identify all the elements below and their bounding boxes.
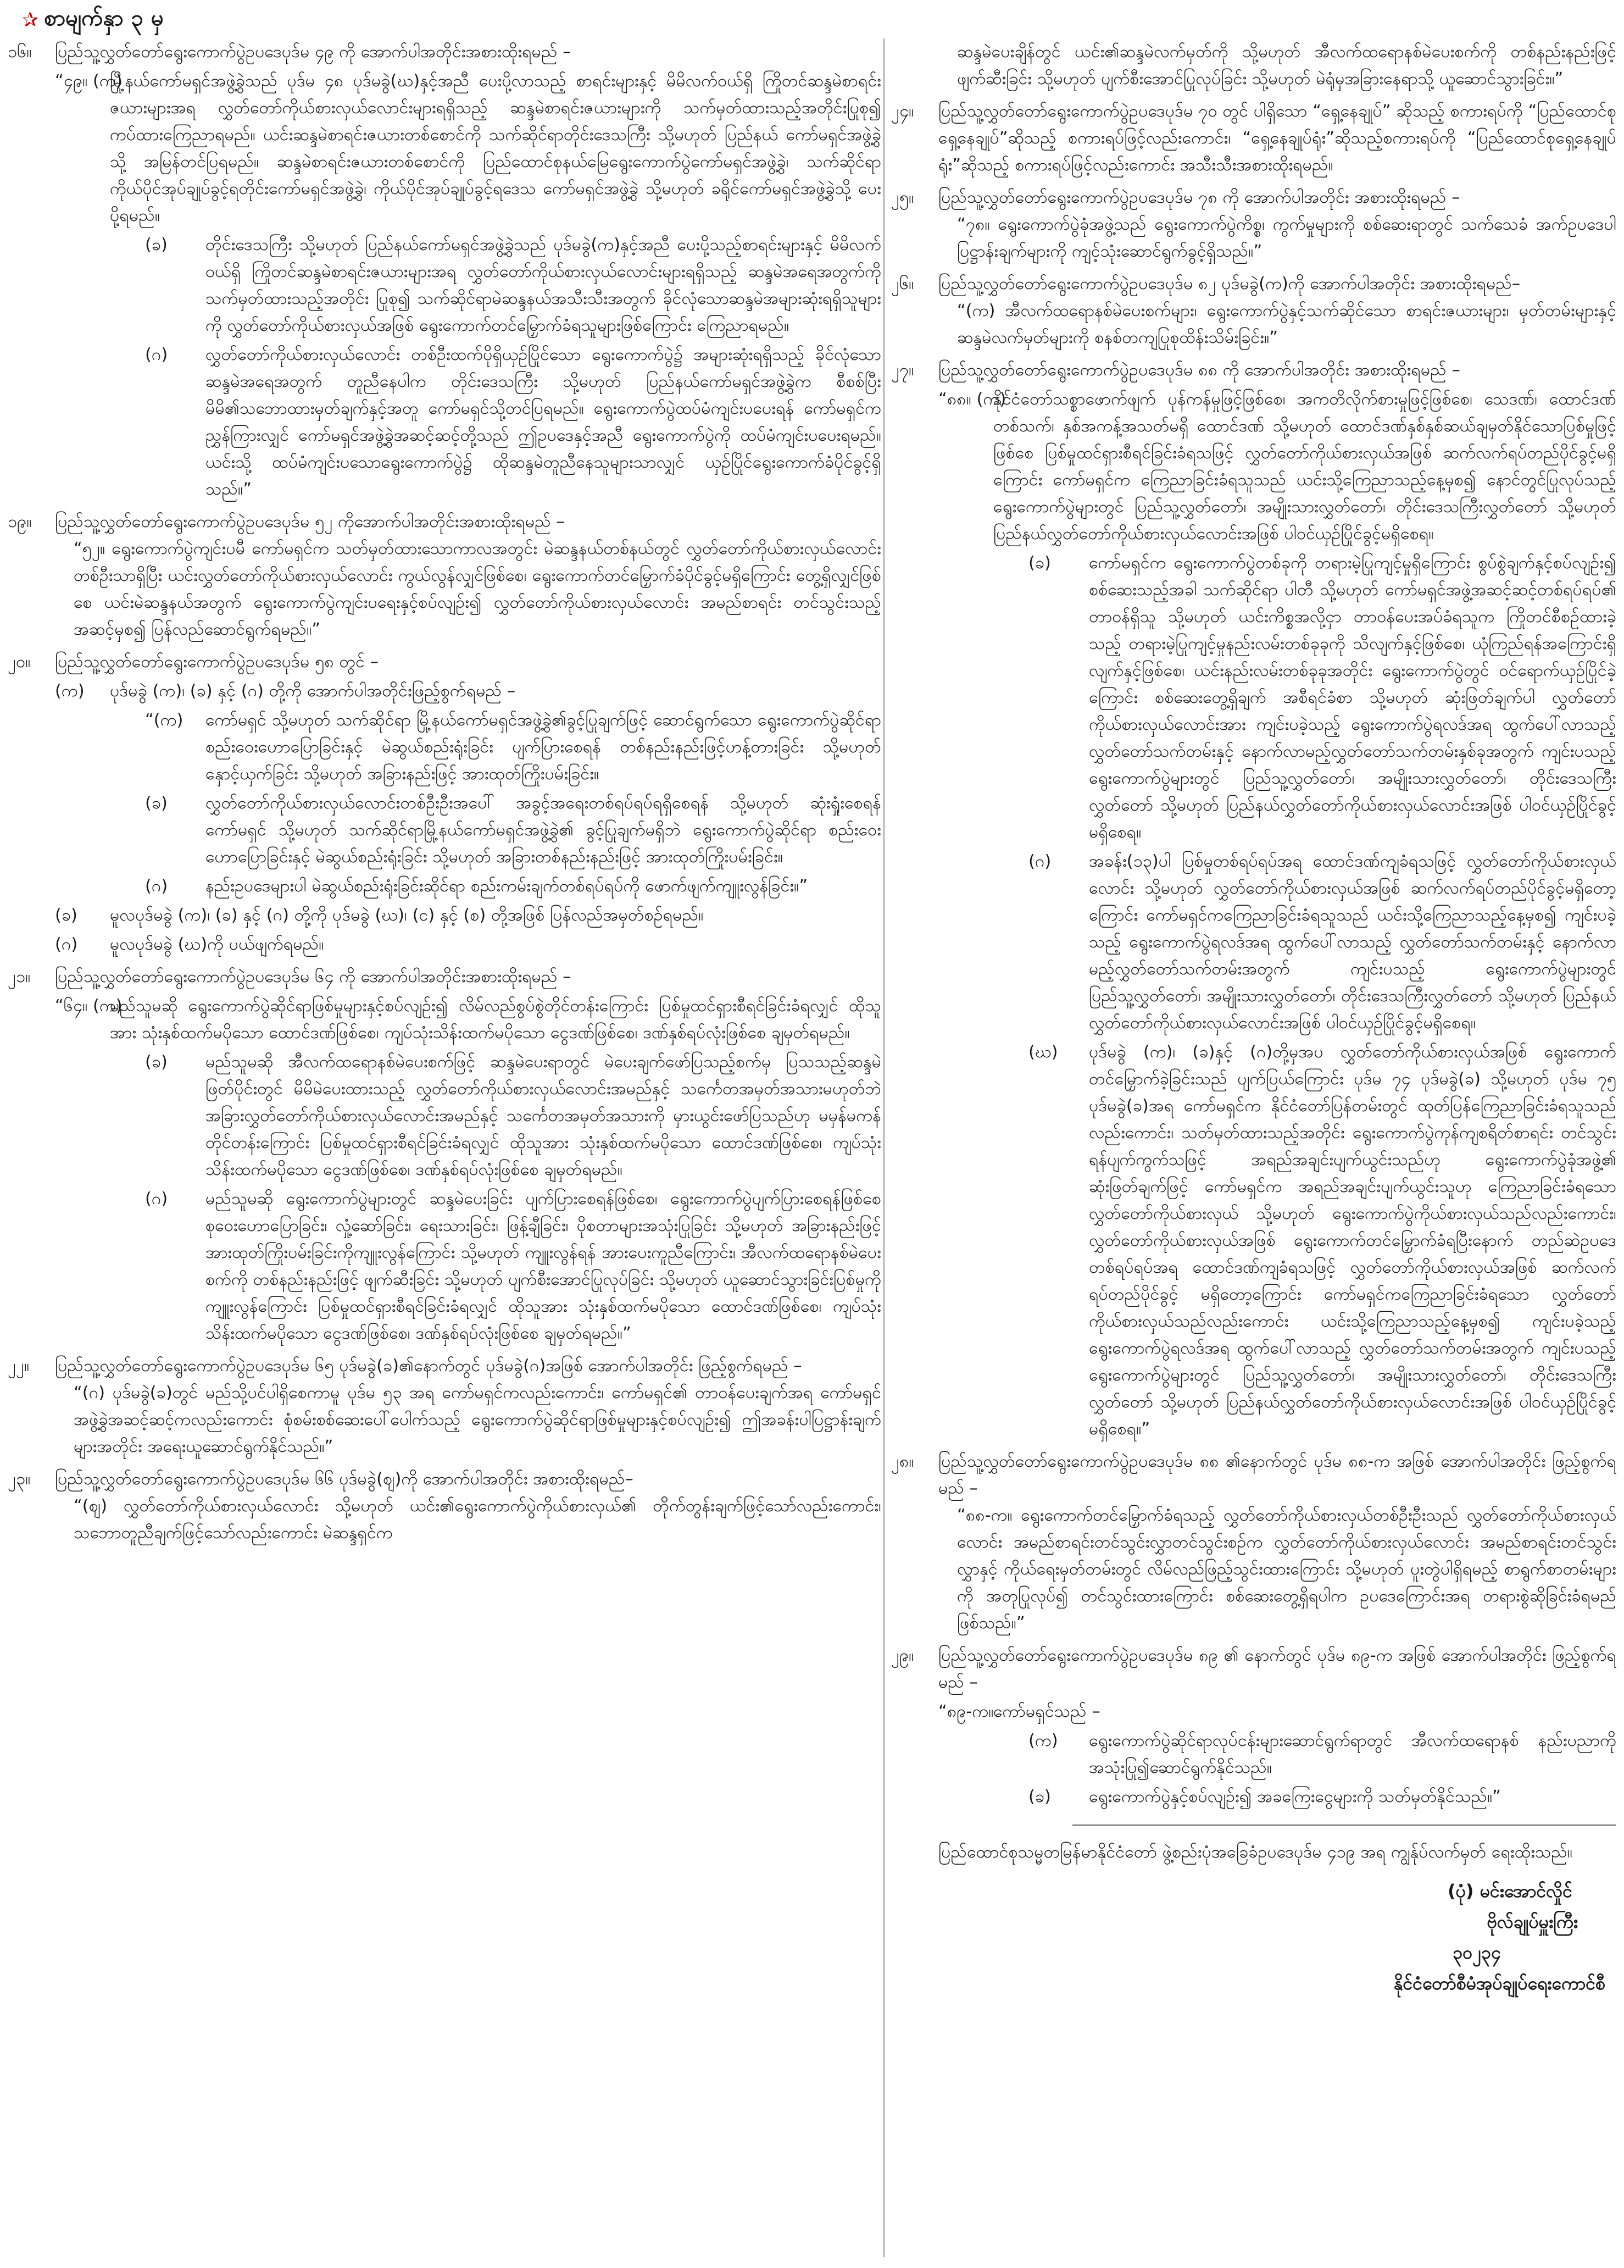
clause <box>1028 1039 1616 1443</box>
clause-text: ကော်မရှင်သည် – <box>993 1702 1100 1721</box>
clause-text: မည်သူမဆို ရွေးကောက်ပွဲများတွင် ဆန္ဒမဲပေးခြင်း ပျက်ပြားစေရန်ဖြစ်စေ၊ ရွေးကောက်ပွဲပျက်ပြားစေရန်ဖြစ်စေ စုဝေးဟောပြောခြင်း၊ လှုံ့ဆော်ခြင်း၊ ရေးသားခြင်း၊ ဖြန့်ချီခြင်း၊ ပိုစတာများအသုံးပြုခြင်း သို့မဟုတ် အခြားနည်းဖြင့် အားထုတ်ကြိုးပမ်းခြင်းကိုကျူးလွန်ကြောင်း သို့မဟုတ် ကျူးလွန်ရန် အားပေးကူညီကြောင်း၊ အီလက်ထရောနစ်မဲပေးစက်ကို တစ်နည်းနည်းဖြင့် ဖျက်ဆီးခြင်း သို့မဟုတ် ပျက်စီးအောင်ပြုလုပ်ခြင်း သို့မဟုတ် ယူဆောင်သွားခြင်းပြစ်မှုကို ကျူးလွန်ကြောင်း ပြစ်မှုထင်ရှားစီရင်ခြင်းခံရလျှင် ထိုသူအား သုံးနှစ်ထက်မပိုသော ထောင်ဒဏ်ဖြစ်စေ၊ ကျပ်သုံးသိန်းထက်မပိုသော ငွေဒဏ်ဖြစ်စေ၊ ဒဏ်နှစ်ရပ်လုံးဖြစ်စေ ချမှတ်ရမည်။” <box>205 1189 881 1343</box>
section-number: ၂၂။ <box>8 1356 30 1376</box>
section-24 <box>891 98 1616 179</box>
clause-text: တိုင်းဒေသကြီး သို့မဟုတ် ပြည်နယ်ကော်မရှင်အဖွဲ့ခွဲသည် ပုဒ်မခွဲ(က)နှင့်အညီ ပေးပို့သည့်စာရင်းများနှင့် မိမိလက်ဝယ်ရှိ ကြိုတင်ဆန္ဒမဲစာရင်းဇယားများအရ လွှတ်တော်ကိုယ်စားလှယ်လောင်းများရရှိသည့် ဆန္ဒမဲအရေအတွက်ကို သက်မှတ်ထားသည့်အတိုင်း ပြုစု၍ သက်ဆိုင်ရာမဲဆန္ဒနယ်အသီးသီးအတွက် ခိုင်လုံသောဆန္ဒမဲအများဆုံးရရှိသူများကို လွှတ်တော်ကိုယ်စားလှယ်အဖြစ် ရွေးကောက်တင်မြှောက်ခံရသူများဖြစ်ကြောင်း ကြေညာရမည်။ <box>205 235 881 335</box>
section-25 <box>891 184 1616 265</box>
section-22 <box>8 1352 881 1460</box>
clause-text: လွှတ်တော်ကိုယ်စားလှယ်လောင်းတစ်ဦးဦးအပေါ် အခွင့်အရေးတစ်ရပ်ရပ်ရရှိစေရန် သို့မဟုတ် ဆုံးရှုံးစေရန် ကော်မရှင် သို့မဟုတ် သက်ဆိုင်ရာမြို့နယ်ကော်မရှင်အဖွဲ့ခွဲ၏ ခွင့်ပြုချက်မရှိဘဲ ရွေးကောက်ပွဲဆိုင်ရာ စည်းဝေးဟောပြောခြင်းနှင့် မဲဆွယ်စည်းရုံးခြင်း သို့မဟုတ် အခြားတစ်နည်းနည်းဖြင့် အားထုတ်ကြိုးပမ်းခြင်း။ <box>205 794 881 867</box>
clause <box>145 231 881 339</box>
clause <box>145 1185 881 1347</box>
section-23 <box>8 1466 881 1546</box>
signer-office: နိုင်ငံတော်စီမံအုပ်ချုပ်ရေးကောင်စီ <box>1394 1973 1605 1994</box>
quoted-text: “၅၂။ ရွေးကောက်ပွဲကျင်းပမီ ကော်မရှင်က သတ်မှတ်ထားသောကာလအတွင်း မဲဆန္ဒနယ်တစ်နယ်တွင် လွှတ်တော်ကိုယ်စားလှယ်လောင်းတစ်ဦးသာရှိပြီး ယင်းလွှတ်တော်ကိုယ်စားလှယ်လောင်း ကွယ်လွန်လျှင်ဖြစ်စေ၊ ရွေးကောက်တင်မြှောက်ခံပိုင်ခွင့်မရှိကြောင်း တွေ့ရှိလျှင်ဖြစ်စေ ယင်းမဲဆန္ဒနယ်အတွက် ရွေးကောက်ပွဲကျင်းပရေးနှင့်စပ်လျဉ်း၍ လွှတ်တော်ကိုယ်စားလှယ်လောင်း အမည်စာရင်း တင်သွင်းသည့်အဆင့်မှစ၍ ပြန်လည်ဆောင်ရွက်ရမည်။” <box>74 539 881 639</box>
section-21 <box>8 963 881 1347</box>
star-icon: ✰ <box>22 8 39 31</box>
clause <box>1028 848 1616 1036</box>
clause-text: နိုင်ငံတော်သစ္စာဖောက်ဖျက် ပုန်ကန်မှုဖြင့်ဖြစ်စေ၊ အကတိလိုက်စားမှုဖြင့်ဖြစ်စေ၊ သေဒဏ်၊ ထောင်ဒဏ်တစ်သက်၊ နှစ်အကန့်အသတ်မရှိ ထောင်ဒဏ် သို့မဟုတ် ထောင်ဒဏ်နှစ်နှစ်ဆယ်ချမှတ်နိုင်သောပြစ်မှုဖြင့်ဖြစ်စေ ပြစ်မှုထင်ရှားစီရင်ခြင်းခံရသဖြင့် လွှတ်တော်ကိုယ်စားလှယ်အဖြစ် ဆက်လက်ရပ်တည်ပိုင်ခွင့်မရှိကြောင်း ကော်မရှင်က ကြေညာခြင်းခံရသူသည် ယင်းသို့ကြေညာသည့်နေ့မှစ၍ နောင်တွင်ပြုလုပ်သည့်ရွေးကောက်ပွဲများတွင် ပြည်သူ့လွှတ်တော်၊ အမျိုးသားလွှတ်တော်၊ တိုင်းဒေသကြီးလွှတ်တော် သို့မဟုတ် ပြည်နယ်လွှတ်တော်ကိုယ်စားလှယ်လောင်းအဖြစ် ပါဝင်ယှဉ်ပြိုင်ခွင့်မရှိစေရ။ <box>993 390 1616 544</box>
clause <box>55 678 881 705</box>
section-26 <box>891 270 1616 351</box>
clause-label: (က) <box>1028 1731 1058 1750</box>
section-23-continued <box>891 38 1616 92</box>
clause-text: မည်သူမဆို အီလက်ထရောနစ်မဲပေးစက်ဖြင့် ဆန္ဒမဲပေးရာတွင် မဲပေးချက်ဖော်ပြသည့်စက်မှ ပြသသည့်ဆန္ဒမဲဖြတ်ပိုင်းတွင် မိမိမဲပေးထားသည့် လွှတ်တော်ကိုယ်စားလှယ်လောင်းအမည်နှင့် သင်္ကေတအမှတ်အသားမဟုတ်ဘဲ အခြားလွှတ်တော်ကိုယ်စားလှယ်လောင်းအမည်နှင့် သင်္ကေတအမှတ်အသားကို မှားယွင်းဖော်ပြသည်ဟု မမှန်မကန်တိုင်တန်းကြောင်း ပြစ်မှုထင်ရှားစီရင်ခြင်းခံရလျှင် ထိုသူအား သုံးနှစ်ထက်မပိုသော ထောင်ဒဏ်ဖြစ်စေ၊ ကျပ်သုံးသိန်းထက်မပိုသော ငွေဒဏ်ဖြစ်စေ၊ ဒဏ်နှစ်ရပ်လုံးဖြစ်စေ ချမှတ်ရမည်။ <box>205 1052 881 1179</box>
clause-text: ကော်မရှင် သို့မဟုတ် သက်ဆိုင်ရာ မြို့နယ်ကော်မရှင်အဖွဲ့ခွဲ၏ခွင့်ပြုချက်ဖြင့် ဆောင်ရွက်သော ရွေးကောက်ပွဲဆိုင်ရာစည်းဝေးဟောပြောခြင်းနှင့် မဲဆွယ်စည်းရုံးခြင်း ပျက်ပြားစေရန် တစ်နည်းနည်းဖြင့်ဟန့်တားခြင်း သို့မဟုတ် နှောင့်ယှက်ခြင်း သို့မဟုတ် အခြားနည်းဖြင့် အားထုတ်ကြိုးပမ်းခြင်း။ <box>205 711 881 784</box>
clause-text: ပုဒ်မခွဲ (က)၊ (ခ) နှင့် (ဂ) တို့ကို အောက်ပါအတိုင်းဖြည့်စွက်ရမည် – <box>110 681 516 701</box>
section-number: ၁၆။ <box>8 42 32 62</box>
clause-text: မည်သူမဆို ရွေးကောက်ပွဲဆိုင်ရာဖြစ်မှုများနှင့်စပ်လျဉ်း၍ လိမ်လည်စွပ်စွဲတိုင်တန်းကြောင်း ပြစ်မှုထင်ရှားစီရင်ခြင်းခံရလျှင် ထိုသူအား သုံးနှစ်ထက်မပိုသော ထောင်ဒဏ်ဖြစ်စေ၊ ကျပ်သုံးသိန်းထက်မပိုသော ငွေဒဏ်ဖြစ်စေ၊ ဒဏ်နှစ်ရပ်လုံးဖြစ်စေ ချမှတ်ရမည်။ <box>110 996 881 1042</box>
clause <box>55 992 881 1046</box>
section-27 <box>891 357 1616 1443</box>
clause-label: “၄၉။ (က) <box>55 71 123 91</box>
quoted-text: “၇၈။ ရွေးကောက်ပွဲခုံအဖွဲ့သည် ရွေးကောက်ပွဲကိစ္စ၊ ကွက်မှုများကို စစ်ဆေးရာတွင် သက်သေခံ အက်ဥပဒေပါပြဋ္ဌာန်းချက်များကို ကျင့်သုံးဆောင်ရွက်ခွင့်ရှိသည်။” <box>957 215 1616 261</box>
clause <box>1028 1727 1616 1781</box>
quoted-text: “၈၈-က။ ရွေးကောက်တင်မြှောက်ခံရသည့် လွှတ်တော်ကိုယ်စားလှယ်တစ်ဦးဦးသည် လွှတ်တော်ကိုယ်စားလှယ်လောင်း အမည်စာရင်းတင်သွင်းလွှာတင်သွင်းစဉ်က လွှတ်တော်ကိုယ်စားလှယ်လောင်း အမည်စာရင်းတင်သွင်းလွှာနှင့် ကိုယ်ရေးမှတ်တမ်းတွင် လိမ်လည်ဖြည့်သွင်းထားကြောင်း သို့မဟုတ် ပူးတွဲပါရှိရမည့် စာရွက်စာတမ်းများကို အတုပြုလုပ်၍ တင်သွင်းထားကြောင်း စစ်ဆေးတွေ့ရှိရပါက ဥပဒေကြောင်းအရ တရားစွဲဆိုခြင်းခံရမည်ဖြစ်သည်။” <box>957 1506 1616 1633</box>
section-16 <box>8 38 881 503</box>
clause <box>145 341 881 503</box>
section-28 <box>891 1448 1616 1637</box>
clause-label: “၆၄။ (က) <box>55 996 123 1016</box>
section-number: ၂၃။ <box>8 1470 31 1489</box>
section-number: ၂၉။ <box>891 1646 914 1665</box>
section-lead: ပြည်သူ့လွှတ်တော်ရွေးကောက်ပွဲဥပဒေပုဒ်မ ၇၈ ကို အောက်ပါအတိုင်း အစားထိုးရမည် – <box>938 188 1460 207</box>
clause-text: မြို့နယ်ကော်မရှင်အဖွဲ့ခွဲသည် ပုဒ်မ ၄၈ ပုဒ်မခွဲ(ဃ)နှင့်အညီ ပေးပို့လာသည့် စာရင်းများနှင့် မိမိလက်ဝယ်ရှိ ကြိုတင်ဆန္ဒမဲစာရင်းဇယားများအရ လွှတ်တော်ကိုယ်စားလှယ်လောင်းများရရှိသည့် ဆန္ဒမဲစာရင်းဇယားများကို သက်မှတ်ထားသည့်အတိုင်းပြုစု၍ ကပ်ထားကြေညာရမည်။ ယင်းဆန္ဒမဲစာရင်းဇယားတစ်စောင်ကို သက်ဆိုင်ရာတိုင်းဒေသကြီး သို့မဟုတ် ပြည်နယ် ကော်မရှင်အဖွဲ့ခွဲသို့ အမြန်တင်ပြရမည်။ ဆန္ဒမဲစာရင်းဇယားတစ်စောင်ကို ပြည်ထောင်စုနယ်မြေရွေးကောက်ပွဲကော်မရှင်အဖွဲ့ခွဲ၊ သက်ဆိုင်ရာ ကိုယ်ပိုင်အုပ်ချုပ်ခွင့်ရတိုင်းကော်မရှင်အဖွဲ့ခွဲ၊ ကိုယ်ပိုင်အုပ်ချုပ်ခွင့်ရဒေသ ကော်မရှင်အဖွဲ့ခွဲ သို့မဟုတ် ခရိုင်ကော်မရှင်အဖွဲ့ခွဲသို့ ပေးပို့ရမည်။ <box>110 71 881 225</box>
clause-label: “၈၈။ (က) <box>938 390 1006 409</box>
section-lead: ပြည်သူ့လွှတ်တော်ရွေးကောက်ပွဲဥပဒေပုဒ်မ ၈၈ ကို အောက်ပါအတိုင်း အစားထိုးရမည် – <box>938 361 1460 380</box>
clause <box>55 68 881 229</box>
clause-text: အခန်း(၁၃)ပါ ပြစ်မှုတစ်ရပ်ရပ်အရ ထောင်ဒဏ်ကျခံရသဖြင့် လွှတ်တော်ကိုယ်စားလှယ်လောင်း သို့မဟုတ် လွှတ်တော်ကိုယ်စားလှယ်အဖြစ် ဆက်လက်ရပ်တည်ပိုင်ခွင့်မရှိတော့ကြောင်း ကော်မရှင်ကကြေညာခြင်းခံရသူသည် ယင်းသို့ကြေညာသည့်နေ့မှစ၍ ကျင်းပခဲ့သည့် ရွေးကောက်ပွဲရလဒ်အရ ထွက်ပေါ်လာသည့် လွှတ်တော်သက်တမ်းနှင့် နောက်လာမည့်လွှတ်တော်သက်တမ်းအတွက် ကျင်းပသည့် ရွေးကောက်ပွဲများတွင် ပြည်သူ့လွှတ်တော်၊ အမျိုးသားလွှတ်တော်၊ တိုင်းဒေသကြီးလွှတ်တော် သို့မဟုတ် ပြည်နယ်လွှတ်တော်ကိုယ်စားလှယ်လောင်းအဖြစ် ပါဝင်ယှဉ်ပြိုင်ခွင့်မရှိစေရ။ <box>1089 852 1616 1033</box>
clause-label: (ဂ) <box>145 1189 168 1208</box>
section-number: ၂၅။ <box>891 188 914 207</box>
clause-label: (ဂ) <box>1028 852 1052 871</box>
clause-label: (ဂ) <box>145 877 168 896</box>
quoted-text: ဆန္ဒမဲပေးချိန်တွင် ယင်း၏ဆန္ဒမဲလက်မှတ်ကို သို့မဟုတ် အီလက်ထရောနစ်မဲပေးစက်ကို တစ်နည်းနည်းဖြင့်ဖျက်ဆီးခြင်း သို့မဟုတ် ပျက်စီးအောင်ပြုလုပ်ခြင်း သို့မဟုတ် မဲရုံမှအခြားနေရာသို့ ယူဆောင်သွားခြင်း။” <box>957 42 1616 88</box>
clause <box>145 707 881 788</box>
page-header <box>22 3 164 36</box>
clause <box>938 386 1616 547</box>
signer-title: ဗိုလ်ချုပ်မှူးကြီး <box>1487 1911 1578 1932</box>
clause <box>145 873 881 900</box>
continued-label: စာမျက်နှာ ၃ မှ <box>44 5 164 31</box>
clause <box>1028 550 1616 846</box>
section-text: ပြည်သူ့လွှတ်တော်ရွေးကောက်ပွဲဥပဒေပုဒ်မ ၇၀ တွင် ပါရှိသော “ရှေ့နေချုပ်” ဆိုသည့် စကားရပ်ကို “ပြည်ထောင်စုရှေ့နေချုပ်”ဆိုသည့် စကားရပ်ဖြင့်လည်းကောင်း၊ “ရှေ့နေချုပ်ရုံး”ဆိုသည့်စကားရပ်ကို “ပြည်ထောင်စုရှေ့နေချုပ်ရုံး”ဆိုသည့် စကားရပ်ဖြင့်လည်းကောင်း အသီးသီးအစားထိုးရမည်။ <box>938 102 1616 175</box>
clause-label: (ဂ) <box>145 345 168 364</box>
quoted-text: “(ဂ) ပုဒ်မခွဲ(ခ)တွင် မည်သို့ပင်ပါရှိစေကာမူ ပုဒ်မ ၅၃ အရ ကော်မရှင်ကလည်းကောင်း၊ ကော်မရှင်၏ တာဝန်ပေးချက်အရ ကော်မရှင်အဖွဲ့ခွဲအဆင့်ဆင့်ကလည်းကောင်း စုံစမ်းစစ်ဆေးပေါ်ပေါက်သည့် ရွေးကောက်ပွဲဆိုင်ရာဖြစ်မှုများနှင့်စပ်လျဉ်း၍ ဤအခန်းပါပြဋ္ဌာန်းချက်များအတိုင်း အရေးယူဆောင်ရွက်နိုင်သည်။” <box>74 1383 881 1456</box>
clause <box>1028 1783 1616 1810</box>
section-number: ၂၁။ <box>8 967 31 986</box>
signature-date: ၃၀၂၃၄ <box>1453 1942 1501 1963</box>
clause-label: (က) <box>55 681 85 701</box>
signer-name: (ပုံ) မင်းအောင်လှိုင် <box>1448 1881 1572 1901</box>
section-lead: ပြည်သူ့လွှတ်တော်ရွေးကောက်ပွဲဥပဒေပုဒ်မ ၆၅ ပုဒ်မခွဲ(ခ)၏နောက်တွင် ပုဒ်မခွဲ(ဂ)အဖြစ် အောက်ပါအတိုင်း ဖြည့်စွက်ရမည် – <box>55 1356 802 1376</box>
right-column <box>891 38 1616 2257</box>
clause-text: ပုဒ်မခွဲ (က)၊ (ခ)နှင့် (ဂ)တို့မှအပ လွှတ်တော်ကိုယ်စားလှယ်အဖြစ် ရွေးကောက်တင်မြှောက်ခဲ့ခြင်းသည် ပျက်ပြယ်ကြောင်း ပုဒ်မ ၇၄ ပုဒ်မခွဲ(ခ) သို့မဟုတ် ပုဒ်မ ၇၅ ပုဒ်မခွဲ(ခ)အရ ကော်မရှင်က နိုင်ငံတော်ပြန်တမ်းတွင် ထုတ်ပြန်ကြေညာခြင်းခံရသူသည်လည်းကောင်း၊ သတ်မှတ်ထားသည့်အတိုင်း ရွေးကောက်ပွဲကုန်ကျစရိတ်စာရင်း တင်သွင်းရန်ပျက်ကွက်သဖြင့် အရည်အချင်းပျက်ယွင်းသည်ဟု ရွေးကောက်ပွဲခုံအဖွဲ့၏ ဆုံးဖြတ်ချက်ဖြင့် ကော်မရှင်က အရည်အချင်းပျက်ယွင်းသူဟု ကြေညာခြင်းခံရသော လွှတ်တော်ကိုယ်စားလှယ် သို့မဟုတ် ရွေးကောက်ပွဲကိုယ်စားလှယ်သည်လည်းကောင်း၊ လွှတ်တော်ကိုယ်စားလှယ်အဖြစ် ရွေးကောက်တင်မြှောက်ခံရပြီးနောက် တည်ဆဲဥပဒေတစ်ရပ်ရပ်အရ ထောင်ဒဏ်ကျခံရသဖြင့် လွှတ်တော်ကိုယ်စားလှယ်အဖြစ် ဆက်လက်ရပ်တည်ပိုင်ခွင့် မရှိတော့ကြောင်း ကော်မရှင်ကကြေညာခြင်းခံရသော လွှတ်တော်ကိုယ်စားလှယ်သည်လည်းကောင်း ယင်းသို့ကြေညာသည့်နေ့မှစ၍ ကျင်းပခဲ့သည့် ရွေးကောက်ပွဲရလဒ်အရ ထွက်ပေါ်လာသည့် လွှတ်တော်သက်တမ်းအတွက် ကျင်းပသည့် ရွေးကောက်ပွဲများတွင် ပြည်သူ့လွှတ်တော်၊ အမျိုးသားလွှတ်တော်၊ တိုင်းဒေသကြီးလွှတ်တော် သို့မဟုတ် ပြည်နယ်လွှတ်တော်ကိုယ်စားလှယ်လောင်းအဖြစ် ပါဝင်ယှဉ်ပြိုင်ခွင့်မရှိစေရ။” <box>1089 1042 1616 1439</box>
clause-text: ကော်မရှင်က ရွေးကောက်ပွဲတစ်ခုကို တရားမဲ့ပြုကျင့်မှုရှိကြောင်း စွပ်စွဲချက်နှင့်စပ်လျဉ်း၍ စစ်ဆေးသည့်အခါ သက်ဆိုင်ရာ ပါတီ သို့မဟုတ် ကော်မရှင်အဖွဲ့အဆင့်ဆင့်တစ်ရပ်ရပ်၏ တာဝန်ရှိသူ သို့မဟုတ် ယင်းကိစ္စအလို့ငှာ တာဝန်ပေးအပ်ခံရသူက ကြိုတင်စီစဉ်ထားခဲ့သည့် တရားမဲ့ပြုကျင့်မှုနည်းလမ်းတစ်ခုခုကို သိလျက်နှင့်ဖြစ်စေ၊ ယုံကြည်ရန်အကြောင်းရှိလျက်နှင့်ဖြစ်စေ၊ ယင်းနည်းလမ်းတစ်ခုခုအတိုင်း ရွေးကောက်ပွဲတွင် ဝင်ရောက်ယှဉ်ပြိုင်ခဲ့ကြောင်း စစ်ဆေးတွေ့ရှိချက် အစီရင်ခံစာ သို့မဟုတ် ဆုံးဖြတ်ချက်ပါ လွှတ်တော်ကိုယ်စားလှယ်လောင်းအား ကျင်းပခဲ့သည့် ရွေးကောက်ပွဲရလဒ်အရ ထွက်ပေါ်လာသည့် လွှတ်တော်သက်တမ်းနှင့် နောက်လာမည့်လွှတ်တော်သက်တမ်းနှစ်ခုအတွက် ကျင်းပသည့် ရွေးကောက်ပွဲများတွင် ပြည်သူ့လွှတ်တော်၊ အမျိုးသားလွှတ်တော်၊ တိုင်းဒေသကြီးလွှတ်တော် သို့မဟုတ် ပြည်နယ်လွှတ်တော်ကိုယ်စားလှယ်လောင်းအဖြစ် ပါဝင်ယှဉ်ပြိုင်ခွင့်မရှိစေရ။ <box>1089 553 1616 842</box>
section-number: ၂၇။ <box>891 361 914 380</box>
quoted-text: “(ဈ) လွှတ်တော်ကိုယ်စားလှယ်လောင်း သို့မဟုတ် ယင်း၏ရွေးကောက်ပွဲကိုယ်စားလှယ်၏ တိုက်တွန်းချက်ဖြင့်သော်လည်းကောင်း၊ သဘောတူညီချက်ဖြင့်သော်လည်းကောင်း မဲဆန္ဒရှင်က <box>74 1496 881 1543</box>
clause-label: (ခ) <box>55 906 77 925</box>
clause-label: (ခ) <box>145 794 168 813</box>
clause-text: လွှတ်တော်ကိုယ်စားလှယ်လောင်း တစ်ဦးထက်ပိုရှိယှဉ်ပြိုင်သော ရွေးကောက်ပွဲ၌ အများဆုံးရရှိသည့် ခိုင်လုံသောဆန္ဒမဲအရေအတွက် တူညီနေပါက တိုင်းဒေသကြီး သို့မဟုတ် ပြည်နယ်ကော်မရှင်အဖွဲ့ခွဲက စီစစ်ပြီး မိမိ၏သဘောထားမှတ်ချက်နှင့်အတူ ကော်မရှင်သို့တင်ပြရမည်။ ရွေးကောက်ပွဲထပ်မံကျင်းပပေးရန် ကော်မရှင်ကညွှန်ကြားလျှင် ကော်မရှင်အဖွဲ့ခွဲအဆင့်ဆင့်တို့သည် ဤဥပဒေနှင့်အညီ ရွေးကောက်ပွဲကို ထပ်မံကျင်းပပေးရမည်။ ယင်းသို့ ထပ်မံကျင်းပသောရွေးကောက်ပွဲ၌ ထိုဆန္ဒမဲတူညီနေသူများသာလျှင် ယှဉ်ပြိုင်ရွေးကောက်ခံပိုင်ခွင့်ရှိသည်။” <box>205 345 881 499</box>
clause-label: (ခ) <box>145 235 168 254</box>
clause-text: ရွေးကောက်ပွဲဆိုင်ရာလုပ်ငန်းများဆောင်ရွက်ရာတွင် အီလက်ထရောနစ် နည်းပညာကို အသုံးပြု၍ဆောင်ရွက်နိုင်သည်။ <box>1089 1731 1616 1777</box>
section-29 <box>891 1642 1616 1810</box>
clause <box>145 1049 881 1183</box>
signature-block <box>891 1876 1616 1999</box>
clause-label: (ခ) <box>145 1052 168 1072</box>
section-lead: ပြည်သူ့လွှတ်တော်ရွေးကောက်ပွဲဥပဒေပုဒ်မ ၄၉ ကို အောက်ပါအတိုင်းအစားထိုးရမည် – <box>55 42 571 62</box>
closing-statement: ပြည်ထောင်စုသမ္မတမြန်မာနိုင်ငံတော် ဖွဲ့စည်းပုံအခြေခံဥပဒေပုဒ်မ ၄၁၉ အရ ကျွန်ုပ်လက်မှတ် ရေးထိုးသည်။ <box>938 1843 1573 1862</box>
section-lead: ပြည်သူ့လွှတ်တော်ရွေးကောက်ပွဲဥပဒေပုဒ်မ ၈၈ ၏နောက်တွင် ပုဒ်မ ၈၈-က အဖြစ် အောက်ပါအတိုင်း ဖြည့်စွက်ရမည် – <box>938 1452 1616 1498</box>
clause-label: (ခ) <box>1028 1787 1051 1806</box>
clause-text: နည်းဥပဒေများပါ မဲဆွယ်စည်းရုံးခြင်းဆိုင်ရာ စည်းကမ်းချက်တစ်ရပ်ရပ်ကို ဖောက်ဖျက်ကျူးလွန်ခြင်း။” <box>205 877 808 896</box>
section-lead: ပြည်သူ့လွှတ်တော်ရွေးကောက်ပွဲဥပဒေပုဒ်မ ၅၂ ကိုအောက်ပါအတိုင်းအစားထိုးရမည် – <box>55 512 565 531</box>
clause-text: မူလပုဒ်မခွဲ (ဃ)ကို ပယ်ဖျက်ရမည်။ <box>110 935 324 954</box>
section-number: ၂၄။ <box>891 102 914 121</box>
left-column <box>8 38 881 2257</box>
clause-label: (ခ) <box>1028 553 1051 573</box>
clause-text: မူလပုဒ်မခွဲ (က)၊ (ခ) နှင့် (ဂ) တို့ကို ပုဒ်မခွဲ (ဃ)၊ (င) နှင့် (စ) တို့အဖြစ် ပြန်လည်အမှတ်စဉ်ရမည်။ <box>110 906 704 925</box>
section-lead: ပြည်သူ့လွှတ်တော်ရွေးကောက်ပွဲဥပဒေပုဒ်မ ၅၈ တွင် – <box>55 652 379 672</box>
clause-text: ရွေးကောက်ပွဲနှင့်စပ်လျဉ်း၍ အခကြေးငွေများကို သတ်မှတ်နိုင်သည်။” <box>1089 1787 1501 1806</box>
quoted-text: “(က) အီလက်ထရောနစ်မဲပေးစက်များ၊ ရွေးကောက်ပွဲနှင့်သက်ဆိုင်သော စာရင်းဇယားများ၊ မှတ်တမ်းများနှင့် ဆန္ဒမဲလက်မှတ်များကို စနစ်တကျပြုစုထိန်းသိမ်းခြင်း။” <box>957 301 1616 347</box>
clause <box>145 790 881 870</box>
section-number: ၁၉။ <box>8 512 32 531</box>
clause-label: (ဃ) <box>1028 1042 1058 1062</box>
clause-label: “၈၉-က။ <box>938 1702 994 1721</box>
section-20 <box>8 648 881 958</box>
clause-label: “(က) <box>145 711 183 730</box>
clause <box>55 902 881 929</box>
section-number: ၂၆။ <box>891 274 914 293</box>
clause <box>55 931 881 958</box>
closing-divider <box>1072 1825 1616 1826</box>
section-lead: ပြည်သူ့လွှတ်တော်ရွေးကောက်ပွဲဥပဒေပုဒ်မ ၆၄ ကို အောက်ပါအတိုင်းအစားထိုးရမည် – <box>55 967 571 986</box>
clause-label: (ဂ) <box>55 935 78 954</box>
clause <box>938 1698 1616 1725</box>
section-number: ၂၈။ <box>891 1452 914 1471</box>
column-divider <box>883 38 885 2257</box>
section-number: ၂၀။ <box>8 652 31 672</box>
section-lead: ပြည်သူ့လွှတ်တော်ရွေးကောက်ပွဲဥပဒေပုဒ်မ ၈၉ ၏ နောက်တွင် ပုဒ်မ ၈၉-က အဖြစ် အောက်ပါအတိုင်း ဖြည့်စွက်ရမည် – <box>938 1646 1616 1692</box>
section-19 <box>8 508 881 643</box>
section-lead: ပြည်သူ့လွှတ်တော်ရွေးကောက်ပွဲဥပဒေပုဒ်မ ၈၂ ပုဒ်မခွဲ(က)ကို အောက်ပါအတိုင်း အစားထိုးရမည်– <box>938 274 1521 293</box>
section-lead: ပြည်သူ့လွှတ်တော်ရွေးကောက်ပွဲဥပဒေပုဒ်မ ၆၆ ပုဒ်မခွဲ(ဈ)ကို အောက်ပါအတိုင်း အစားထိုးရမည်– <box>55 1470 633 1489</box>
